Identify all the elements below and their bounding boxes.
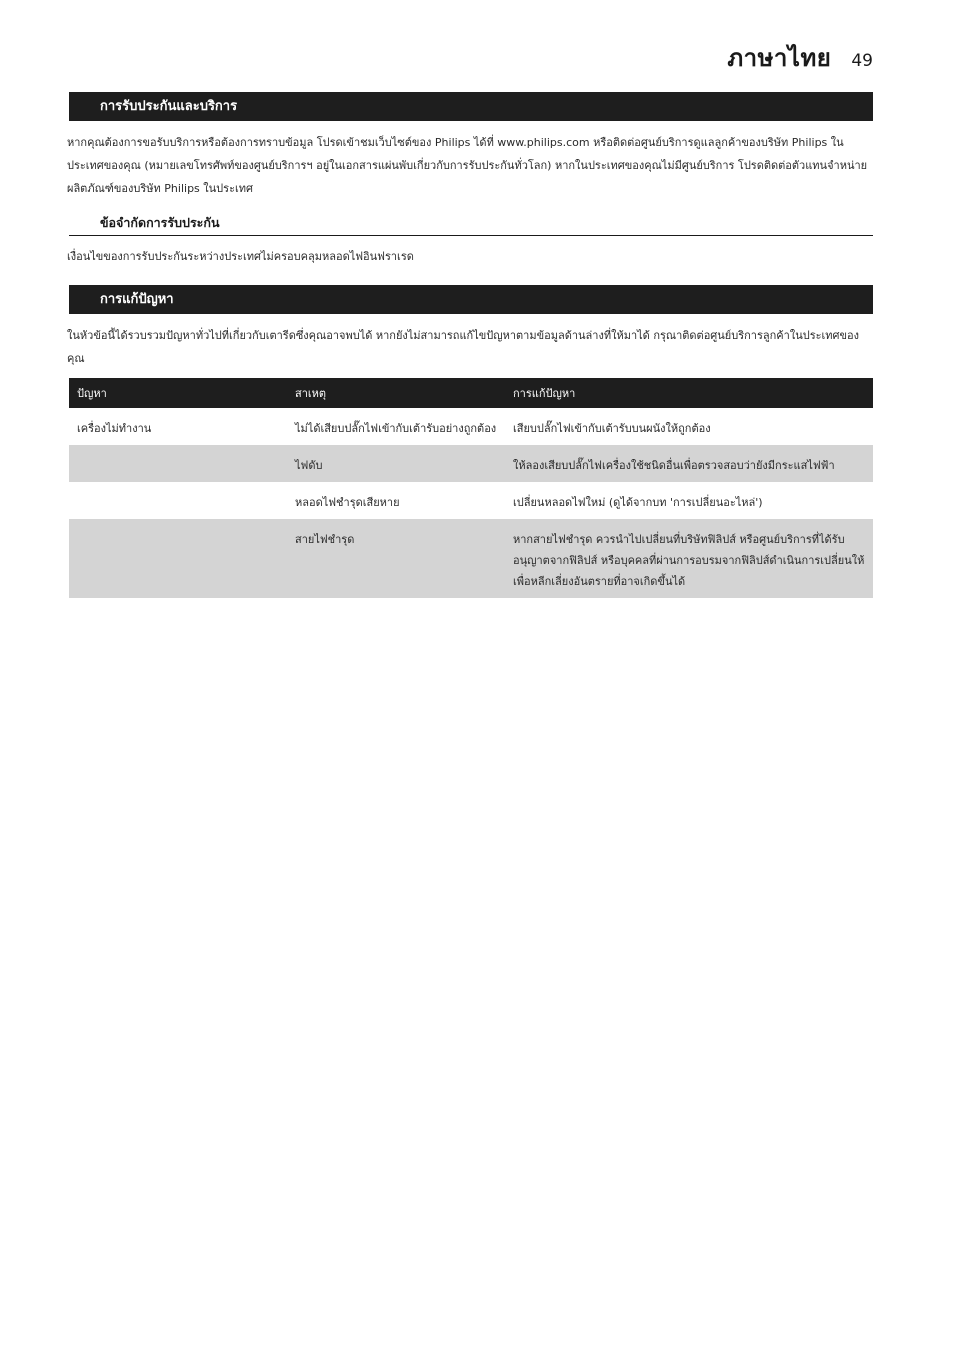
cell-solution: ให้ลองเสียบปลั๊กไฟเครื่องใช้ชนิดอื่นเพื่อตรวจสอบว่ายังมีกระแสไฟฟ้า — [505, 445, 873, 482]
page-number: 49 — [851, 51, 873, 71]
warranty-paragraph: หากคุณต้องการขอรับบริการหรือต้องการทราบข้อมูล โปรดเข้าชมเว็บไซต์ของ Philips ได้ที่ www.philips.com หรือติดต่อศูนย์บริการดูแลลูกค้าของบริษัท Philips ในประเทศของคุณ (หมายเลขโทรศัพท์ของศูนย์บริการฯ อยู่ในเอกสารแผ่นพับเกี่ยวกับการรับประกันทั่วโลก) หากในประเทศของคุณไม่มีศูนย์บริการ โปรดติดต่อตัวแทนจำหน่ายผลิตภัณฑ์ของบริษัท Philips ในประเทศ — [67, 136, 868, 195]
troubleshooting-intro: ในหัวข้อนี้ได้รวบรวมปัญหาทั่วไปที่เกี่ยวกับเตารีดซึ่งคุณอาจพบได้ หากยังไม่สามารถแก้ไขปัญหาตามข้อมูลด้านล่างที่ให้มาได้ กรุณาติดต่อศูนย์บริการลูกค้าในประเทศของคุณ — [67, 329, 860, 365]
table-row — [69, 482, 873, 519]
cell-problem: เครื่องไม่ทำงาน — [77, 422, 152, 435]
cell-cause: หลอดไฟชำรุดเสียหาย — [295, 496, 400, 509]
cell-solution: เปลี่ยนหลอดไฟใหม่ (ดูได้จากบท 'การเปลี่ยนอะไหล่') — [513, 496, 763, 509]
cell-problem — [69, 445, 287, 482]
cell-problem — [69, 482, 287, 519]
cell-cause: ไฟดับ — [287, 445, 505, 482]
column-header-cause: สาเหตุ — [287, 378, 505, 408]
table-row — [69, 408, 873, 445]
table-row — [69, 445, 873, 482]
warranty-limits-paragraph: เงื่อนไขของการรับประกันระหว่างประเทศไม่ครอบคลุมหลอดไฟอินฟราเรด — [67, 250, 414, 263]
language-title: ภาษาไทย — [727, 44, 832, 72]
table-row — [69, 519, 873, 598]
cell-cause: สายไฟชำรุด — [287, 519, 505, 598]
column-header-solution: การแก้ปัญหา — [505, 378, 873, 408]
section-heading-warranty: การรับประกันและบริการ — [69, 92, 873, 121]
table-header-row — [69, 378, 873, 408]
column-header-problem: ปัญหา — [69, 378, 287, 408]
troubleshooting-table — [69, 378, 873, 598]
cell-problem — [69, 519, 287, 598]
cell-solution: หากสายไฟชำรุด ควรนำไปเปลี่ยนที่บริษัทฟิลิปส์ หรือศูนย์บริการที่ได้รับอนุญาตจากฟิลิปส์ หรือบุคคลที่ผ่านการอบรมจากฟิลิปส์ดำเนินการเปลี่ยนให้เพื่อหลีกเลี่ยงอันตรายที่อาจเกิดขึ้นได้ — [505, 519, 873, 598]
page-header — [727, 38, 873, 77]
subheading-warranty-limits: ข้อจำกัดการรับประกัน — [69, 210, 873, 236]
cell-solution: เสียบปลั๊กไฟเข้ากับเต้ารับบนผนังให้ถูกต้อง — [513, 422, 711, 435]
cell-cause: ไม่ได้เสียบปลั๊กไฟเข้ากับเต้ารับอย่างถูกต้อง — [295, 422, 497, 435]
section-heading-troubleshooting: การแก้ปัญหา — [69, 285, 873, 314]
